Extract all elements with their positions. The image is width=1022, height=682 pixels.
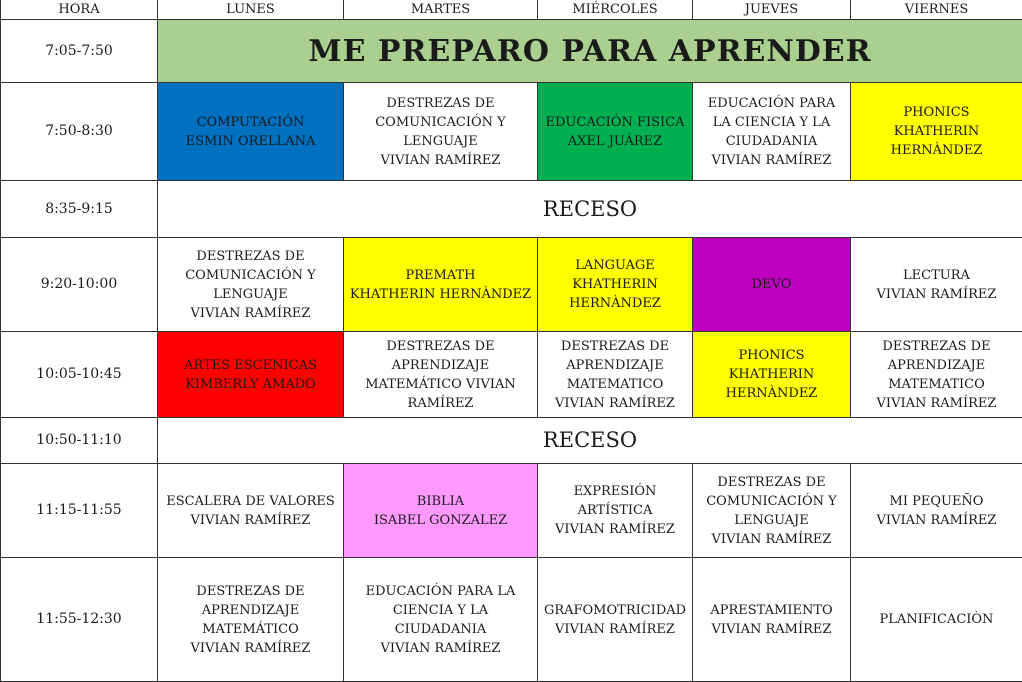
time-slot: 11:55-12:30: [1, 558, 158, 682]
header-day: MIÉRCOLES: [538, 0, 693, 20]
time-slot: 9:20-10:00: [1, 238, 158, 332]
class-cell: PLANIFICACIÒN: [851, 558, 1022, 682]
class-cell: DESTREZAS DE COMUNICACIÓN Y LENGUAJE VIVIAN RAMÍREZ: [693, 464, 851, 558]
receso-row: RECESO: [158, 181, 1022, 238]
time-slot: 7:05-7:50: [1, 20, 158, 83]
class-cell: ESCALERA DE VALORES VIVIAN RAMÍREZ: [158, 464, 344, 558]
time-slot: 7:50-8:30: [1, 83, 158, 181]
header-hora: HORA: [1, 0, 158, 20]
header-day: JUEVES: [693, 0, 851, 20]
class-cell: PHONICS KHATHERIN HERNÀNDEZ: [693, 332, 851, 418]
class-cell: ARTES ESCENICAS KIMBERLY AMADO: [158, 332, 344, 418]
class-cell: DESTREZAS DE APRENDIZAJE MATEMÁTICO VIVIAN RAMÍREZ: [344, 332, 538, 418]
class-cell: EDUCACIÓN PARA LA CIENCIA Y LA CIUDADANIA VIVIAN RAMÍREZ: [344, 558, 538, 682]
class-cell: COMPUTACIÓN ESMIN ORELLANA: [158, 83, 344, 181]
time-slot: 11:15-11:55: [1, 464, 158, 558]
header-day: MARTES: [344, 0, 538, 20]
time-slot: 10:05-10:45: [1, 332, 158, 418]
class-cell: EDUCACIÓN FISICA AXEL JUÁREZ: [538, 83, 693, 181]
class-cell: LECTURA VIVIAN RAMÍREZ: [851, 238, 1022, 332]
receso-row: RECESO: [158, 418, 1022, 464]
header-day: LUNES: [158, 0, 344, 20]
banner-title: ME PREPARO PARA APRENDER: [158, 20, 1022, 83]
class-cell: PHONICS KHATHERIN HERNÀNDEZ: [851, 83, 1022, 181]
class-cell: GRAFOMOTRICIDAD VIVIAN RAMÍREZ: [538, 558, 693, 682]
class-cell: DESTREZAS DE COMUNICACIÓN Y LENGUAJE VIVIAN RAMÍREZ: [158, 238, 344, 332]
class-cell: PREMATH KHATHERIN HERNÀNDEZ: [344, 238, 538, 332]
class-cell: DESTREZAS DE COMUNICACIÓN Y LENGUAJE VIVIAN RAMÍREZ: [344, 83, 538, 181]
class-cell: MI PEQUEÑO VIVIAN RAMÍREZ: [851, 464, 1022, 558]
time-slot: 10:50-11:10: [1, 418, 158, 464]
class-cell: APRESTAMIENTO VIVIAN RAMÍREZ: [693, 558, 851, 682]
class-cell: EDUCACIÓN PARA LA CIENCIA Y LA CIUDADANIA VIVIAN RAMÍREZ: [693, 83, 851, 181]
class-cell: BIBLIA ISABEL GONZALEZ: [344, 464, 538, 558]
class-cell: EXPRESIÓN ARTÍSTICA VIVIAN RAMÍREZ: [538, 464, 693, 558]
class-cell: DESTREZAS DE APRENDIZAJE MATEMATICO VIVIAN RAMÍREZ: [538, 332, 693, 418]
header-day: VIERNES: [851, 0, 1022, 20]
class-cell: DEVO: [693, 238, 851, 332]
class-cell: DESTREZAS DE APRENDIZAJE MATEMATICO VIVIAN RAMÍREZ: [851, 332, 1022, 418]
class-cell: DESTREZAS DE APRENDIZAJE MATEMÁTICO VIVIAN RAMÍREZ: [158, 558, 344, 682]
class-cell: LANGUAGE KHATHERIN HERNÀNDEZ: [538, 238, 693, 332]
time-slot: 8:35-9:15: [1, 181, 158, 238]
